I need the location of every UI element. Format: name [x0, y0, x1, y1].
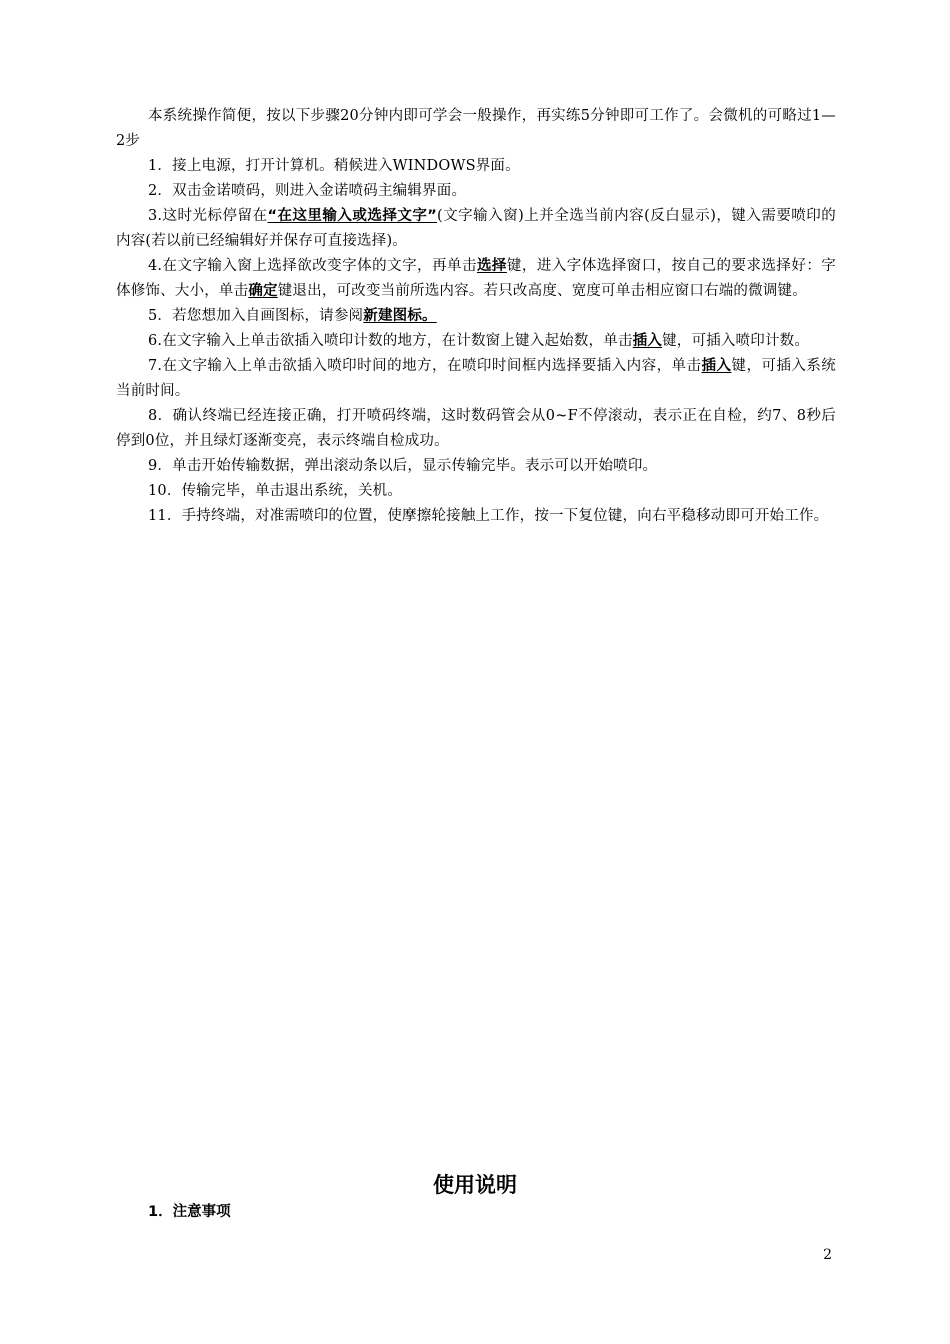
- step-9: 9．单击开始传输数据，弹出滚动条以后，显示传输完毕。表示可以开始喷印。: [148, 458, 658, 474]
- intro-paragraph: 本系统操作简便，按以下步骤20分钟内即可学会一般操作，再实练5分钟即可工作了。会微机的可略过1—2步: [116, 108, 836, 149]
- step-7: 7.在文字输入上单击欲插入喷印时间的地方，在喷印时间框内选择要插入内容，单击插入键，可插入系统当前时间。: [116, 358, 836, 399]
- step-6: 6.在文字输入上单击欲插入喷印计数的地方，在计数窗上键入起始数，单击插入键，可插入喷印计数。: [148, 333, 810, 349]
- step-10: 10．传输完毕，单击退出系统，关机。: [148, 483, 403, 499]
- step-11: 11．手持终端，对准需喷印的位置，使摩擦轮接触上工作，按一下复位键，向右平稳移动即可开始工作。: [148, 508, 829, 524]
- step-1: 1．接上电源，打开计算机。稍候进入WINDOWS界面。: [148, 158, 520, 174]
- input-box-link[interactable]: “在这里输入或选择文字”: [267, 208, 438, 224]
- confirm-link[interactable]: 确定: [248, 283, 278, 299]
- section-title: 使用说明: [433, 1173, 517, 1197]
- step-5: 5．若您想加入自画图标，请参阅新建图标。: [148, 308, 437, 324]
- step-8: 8．确认终端已经连接正确，打开喷码终端，这时数码管会从0~F不停滚动，表示正在自检，约7、8秒后停到0位，并且绿灯逐渐变亮，表示终端自检成功。: [116, 408, 836, 449]
- step-4: 4.在文字输入窗上选择欲改变字体的文字，再单击选择键，进入字体选择窗口，按自己的要求选择好：字体修饰、大小，单击确定键退出，可改变当前所选内容。若只改高度、宽度可单击相应窗口右端的微调键。: [116, 258, 836, 299]
- page-number: 2: [823, 1247, 832, 1263]
- body-content: [116, 104, 836, 529]
- step-3: 3.这时光标停留在“在这里输入或选择文字”(文字输入窗)上并全选当前内容(反白显示)，键入需要喷印的内容(若以前已经编辑好并保存可直接选择)。: [116, 208, 836, 249]
- insert-count-link[interactable]: 插入: [632, 333, 663, 349]
- step-2: 2．双击金诺喷码，则进入金诺喷码主编辑界面。: [148, 183, 467, 199]
- subheading: 1．注意事项: [148, 1204, 231, 1220]
- select-link[interactable]: 选择: [476, 258, 507, 274]
- new-icon-link[interactable]: 新建图标。: [363, 308, 437, 324]
- insert-time-link[interactable]: 插入: [701, 358, 732, 374]
